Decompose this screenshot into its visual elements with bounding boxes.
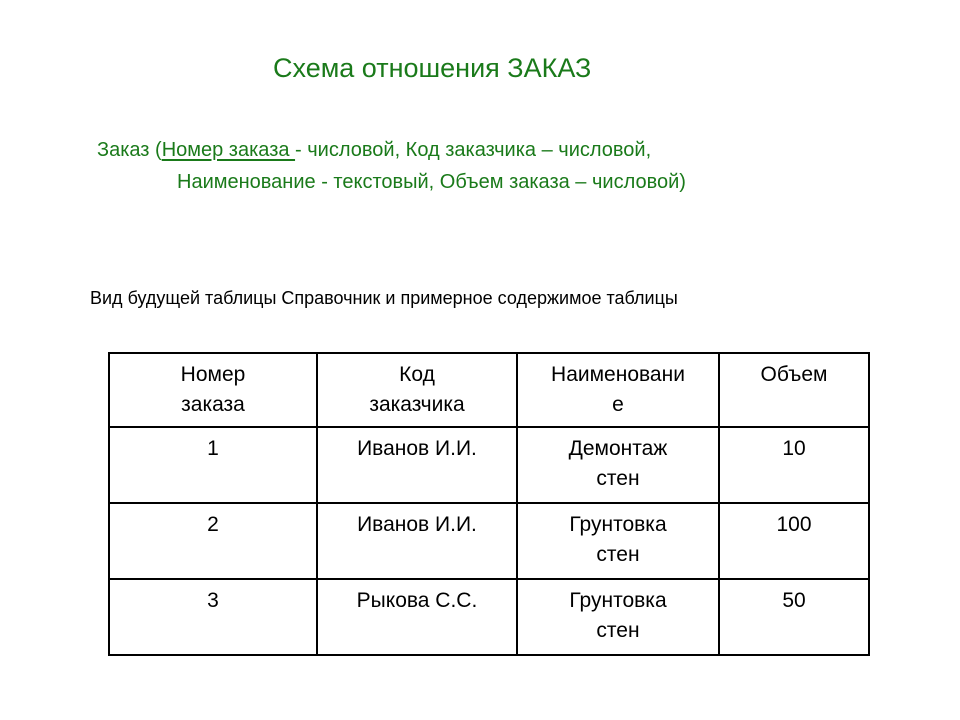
cell-value: 10 <box>782 437 806 460</box>
cell-value: Рыкова С.С. <box>356 589 478 612</box>
header-order-number <box>109 353 317 427</box>
cell-value: Грунтовка стен <box>569 589 667 642</box>
cell-value: 1 <box>207 437 219 460</box>
header-customer-code-label: Код заказчика <box>369 363 465 416</box>
cell-value: 100 <box>776 513 812 536</box>
table-caption: Вид будущей таблицы Справочник и примерное содержимое таблицы <box>90 288 678 308</box>
cell-name <box>517 579 719 655</box>
cell-value: Иванов И.И. <box>357 513 477 536</box>
schema-prefix: Заказ ( <box>97 139 162 161</box>
header-order-number-label: Номер заказа <box>180 363 246 416</box>
cell-volume <box>719 427 869 503</box>
header-volume <box>719 353 869 427</box>
cell-order-number <box>109 503 317 579</box>
header-name <box>517 353 719 427</box>
cell-value: Иванов И.И. <box>357 437 477 460</box>
table-row <box>109 427 869 503</box>
header-volume-label: Объем <box>760 363 828 386</box>
cell-order-number <box>109 427 317 503</box>
cell-name <box>517 503 719 579</box>
cell-value: 3 <box>207 589 219 612</box>
cell-order-number <box>109 579 317 655</box>
schema-primary-key: Номер заказа <box>161 139 296 161</box>
cell-value: 50 <box>782 589 806 612</box>
cell-name <box>517 427 719 503</box>
header-customer-code <box>317 353 517 427</box>
reference-table <box>108 352 870 656</box>
cell-value: Грунтовка стен <box>569 513 667 566</box>
cell-customer-code <box>317 579 517 655</box>
relation-schema <box>97 134 686 198</box>
cell-value: 2 <box>207 513 219 536</box>
table-row <box>109 503 869 579</box>
table-header-row <box>109 353 869 427</box>
schema-line-1-rest: - числовой, Код заказчика – числовой, <box>295 139 652 161</box>
cell-volume <box>719 503 869 579</box>
table-row <box>109 579 869 655</box>
cell-customer-code <box>317 503 517 579</box>
slide-title: Схема отношения ЗАКАЗ <box>273 53 592 83</box>
cell-customer-code <box>317 427 517 503</box>
header-name-label: Наименовани е <box>551 363 685 416</box>
cell-value: Демонтаж стен <box>568 437 668 490</box>
cell-volume <box>719 579 869 655</box>
schema-line-1 <box>97 134 686 166</box>
schema-line-2: Наименование - текстовый, Объем заказа – числовой) <box>177 171 686 193</box>
